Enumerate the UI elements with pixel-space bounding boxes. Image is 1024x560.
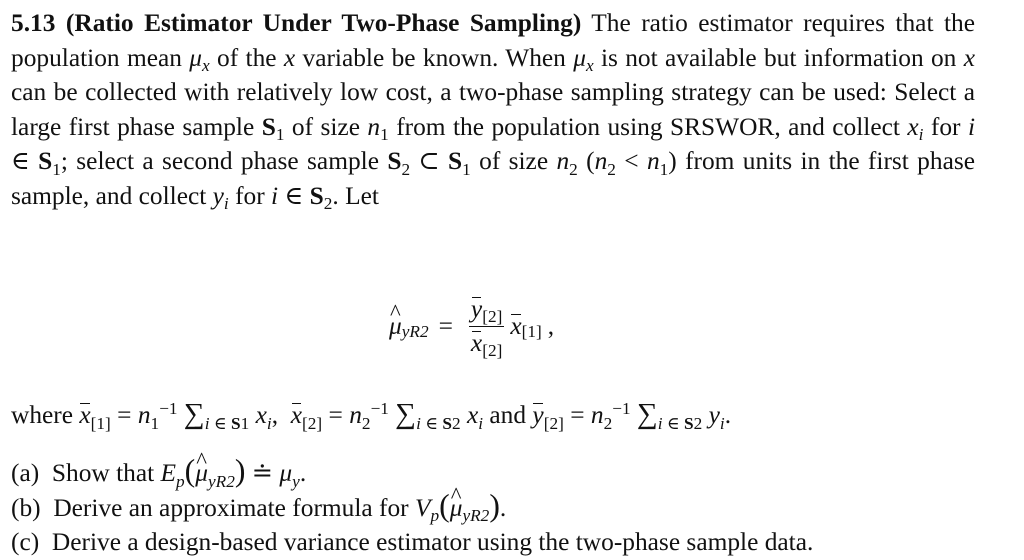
problem-paragraph: 5.13 (Ratio Estimator Under Two-Phase Sampling) The ratio estimator requires that the population mean $\mu_x$ of the x variable be known. When $\mu_x$ is not available but information on x can be collected with relatively low cost, a two-phase sampling strategy can be used: Select a large first phase sample $S_1$ of size $n_1$ from the population using SRSWOR, and collect $x_i$ for i ∈ $S_1$; select a second phase sample $S_2$ ⊂ $S_1$ of size $n_2$ $(n_2 < n_1)$ from units in the first phase sample, and collect $y_i$ for i ∈ $S_2$. Let	[11, 9, 976, 214]
mu-hat: ^ μ	[389, 312, 402, 341]
part-a: (a) Show that $E_p(\^{}$ $\mu_{yR2}$) ≐ $\mu_y$.	[11, 456, 813, 491]
problem-title: (Ratio Estimator Under Two-Phase Sampling)	[65, 9, 582, 37]
fraction: $\frac{y_{[2]}}{x_{[2]}}$	[470, 294, 503, 361]
part-b: (b) Derive an approximate formula for $V_p(\^{}$ $\mu_{yR2}$).	[11, 491, 813, 526]
problem-number: 5.13	[11, 9, 56, 37]
problem-text	[11, 6, 976, 556]
definitions-line: where $x_{[1]} = n_1^{-1}$ $\sum_{i \in S1}$ $x_i$, $x_{[2]} = n_2^{-1}$ $\sum_{i \in S2}$ $x_i$ and $y_{[2]} = n_2^{-1}$ $\sum_{i \in S2}$ $y_i$.	[11, 398, 732, 433]
ratio-estimator-formula: ^ μ $_{yR2}$ = $\frac{y_{[2]}}{x_{[2]}}$ x $_{[1]}$ ,	[11, 286, 975, 366]
question-parts	[11, 453, 814, 560]
part-c: (c) Derive a design-based variance estimator using the two-phase sample data.	[11, 528, 814, 556]
